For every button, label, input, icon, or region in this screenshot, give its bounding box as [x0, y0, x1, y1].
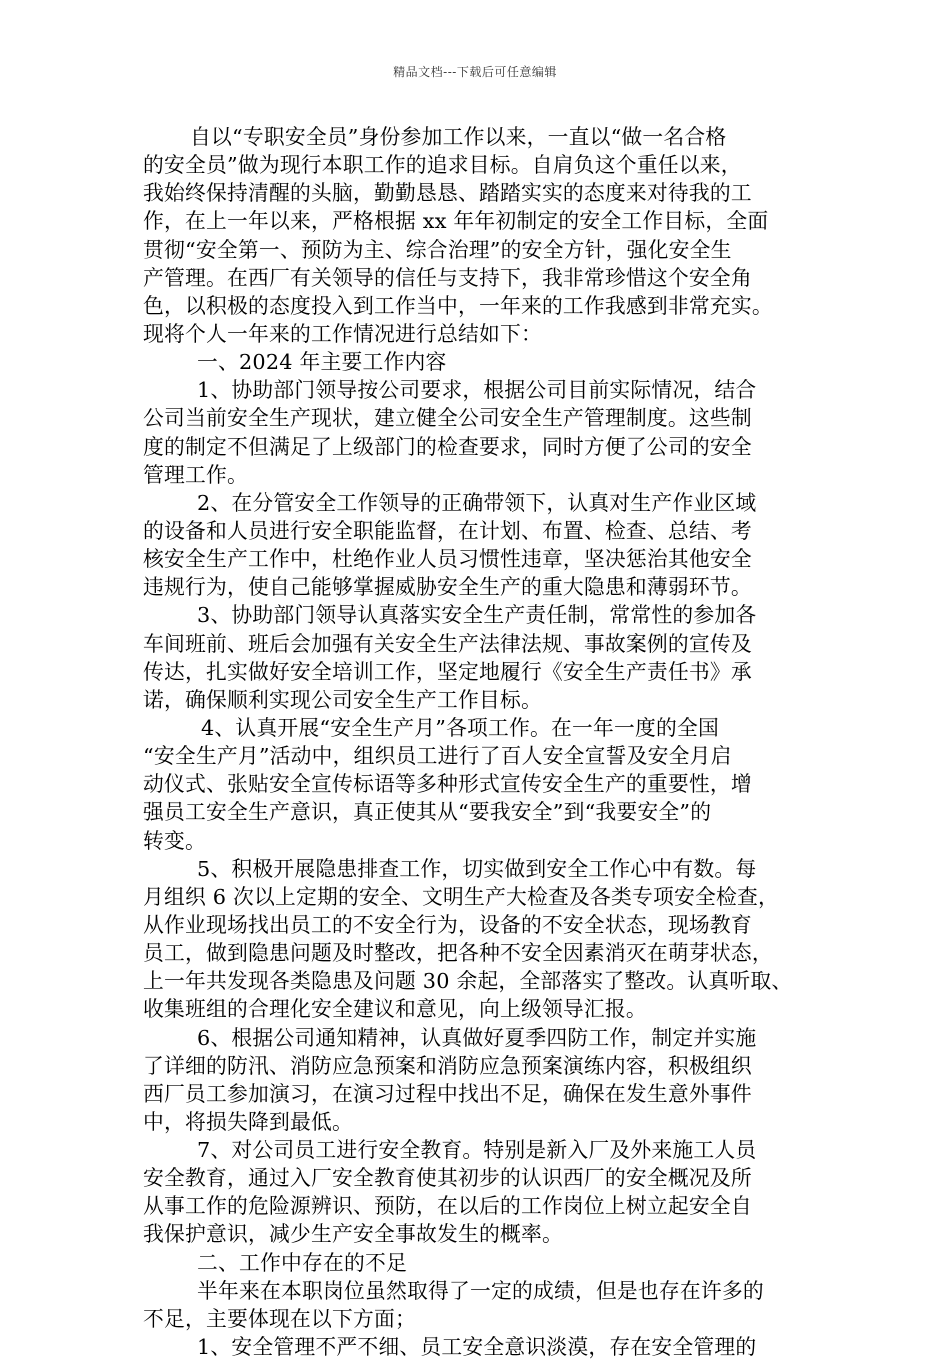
text-line: 1、安全管理不严不细、员工安全意识淡漠，存在安全管理的 [197, 1335, 757, 1360]
text-line: 西厂员工参加演习，在演习过程中找出不足，确保在发生意外事件 [143, 1081, 752, 1106]
text-line: 诺，确保顺利实现公司安全生产工作目标。 [143, 687, 542, 712]
text-line: 管理工作。 [143, 462, 248, 487]
text-line: 我始终保持清醒的头脑，勤勤恳恳、踏踏实实的态度来对待我的工 [143, 181, 752, 206]
text-line: 1、协助部门领导按公司要求，根据公司目前实际情况，结合 [197, 378, 757, 403]
text-line: 传达，扎实做好安全培训工作，坚定地履行《安全生产责任书》承 [143, 659, 752, 684]
text-line: 从作业现场找出员工的不安全行为，设备的不安全状态，现场教育 [143, 912, 752, 937]
text-line: “安全生产月”活动中，组织员工进行了百人安全宣誓及安全月启 [143, 744, 732, 769]
text-line: 月组织 6 次以上定期的安全、文明生产大检查及各类专项安全检查， [143, 884, 779, 909]
text-line: 2、在分管安全工作领导的正确带领下，认真对生产作业区域 [197, 490, 757, 515]
text-line: 7、对公司员工进行安全教育。特别是新入厂及外来施工人员 [197, 1138, 757, 1163]
text-line: 贯彻“安全第一、预防为主、综合治理”的安全方针，强化安全生 [143, 237, 732, 262]
text-line: 5、积极开展隐患排查工作，切实做到安全工作心中有数。每 [197, 856, 757, 881]
text-line: 的设备和人员进行安全职能监督，在计划、布置、检查、总结、考 [143, 518, 752, 543]
page-header: 精品文档---下载后可任意编辑 [393, 65, 557, 79]
text-line: 一、2024 年主要工作内容 [197, 350, 447, 375]
text-line: 4、认真开展“安全生产月”各项工作。在一年一度的全国 [201, 715, 720, 740]
text-line: 安全教育，通过入厂安全教育使其初步的认识西厂的安全概况及所 [143, 1166, 752, 1191]
text-line: 现将个人一年来的工作情况进行总结如下： [143, 321, 542, 346]
text-line: 公司当前安全生产现状，建立健全公司安全生产管理制度。这些制 [143, 406, 752, 431]
text-line: 强员工安全生产意识，真正使其从“要我安全”到“我要安全”的 [143, 800, 712, 825]
text-line: 产管理。在西厂有关领导的信任与支持下，我非常珍惜这个安全角 [143, 265, 752, 290]
text-line: 的安全员”做为现行本职工作的追求目标。自肩负这个重任以来， [143, 153, 742, 178]
text-line: 度的制定不但满足了上级部门的检查要求，同时方便了公司的安全 [143, 434, 752, 459]
text-line: 中，将损失降到最低。 [143, 1109, 353, 1134]
text-line: 上一年共发现各类隐患及问题 30 余起，全部落实了整改。认真听取、 [143, 969, 793, 994]
text-line: 3、协助部门领导认真落实安全生产责任制，常常性的参加各 [197, 603, 757, 628]
text-line: 不足，主要体现在以下方面； [143, 1306, 416, 1331]
text-line: 了详细的防汛、消防应急预案和消防应急预案演练内容，积极组织 [143, 1053, 752, 1078]
text-line: 作，在上一年以来，严格根据 xx 年年初制定的安全工作目标，全面 [143, 209, 769, 234]
text-line: 我保护意识，减少生产安全事故发生的概率。 [143, 1222, 563, 1247]
text-line: 收集班组的合理化安全建议和意见，向上级领导汇报。 [143, 997, 647, 1022]
text-line: 车间班前、班后会加强有关安全生产法律法规、事故案例的宣传及 [143, 631, 752, 656]
text-line: 核安全生产工作中，杜绝作业人员习惯性违章，坚决惩治其他安全 [143, 547, 752, 572]
text-line: 从事工作的危险源辨识、预防，在以后的工作岗位上树立起安全自 [143, 1194, 752, 1219]
text-line: 自以“专职安全员”身份参加工作以来，一直以“做一名合格 [190, 125, 727, 149]
text-line: 员工，做到隐患问题及时整改，把各种不安全因素消灭在萌芽状态， [143, 941, 773, 966]
text-line: 二、工作中存在的不足 [197, 1250, 407, 1275]
text-line: 半年来在本职岗位虽然取得了一定的成绩，但是也存在许多的 [197, 1278, 764, 1303]
text-line: 转变。 [143, 828, 206, 853]
text-line: 6、根据公司通知精神，认真做好夏季四防工作，制定并实施 [197, 1025, 757, 1050]
text-line: 色，以积极的态度投入到工作当中，一年来的工作我感到非常充实。 [143, 293, 773, 318]
document-body [143, 123, 833, 1361]
text-line: 动仪式、张贴安全宣传标语等多种形式宣传安全生产的重要性，增 [143, 772, 752, 797]
text-line: 违规行为，使自己能够掌握威胁安全生产的重大隐患和薄弱环节。 [143, 575, 752, 600]
